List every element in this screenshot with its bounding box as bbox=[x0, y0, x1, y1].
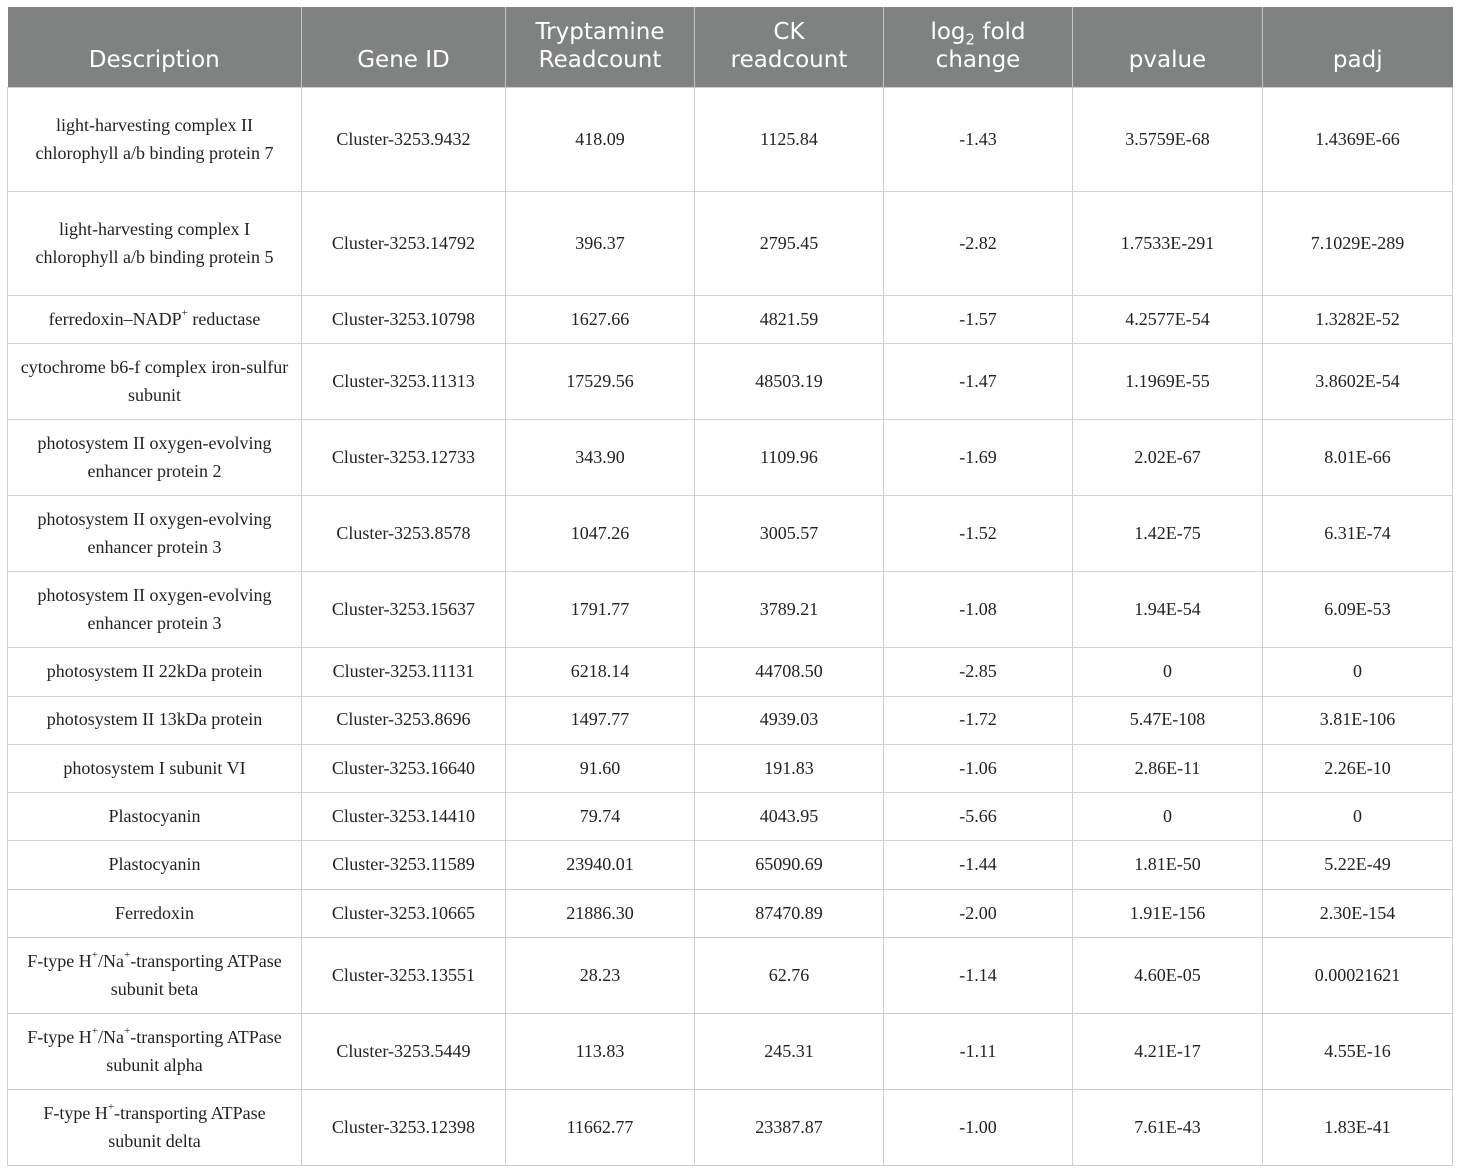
cell-padj: 5.22E-49 bbox=[1263, 841, 1453, 889]
cell-log2-fold-change: -1.11 bbox=[884, 1014, 1073, 1090]
header-pvalue: pvalue bbox=[1073, 7, 1263, 88]
cell-ck-readcount: 245.31 bbox=[695, 1014, 884, 1090]
cell-padj: 6.31E-74 bbox=[1263, 496, 1453, 572]
header-padj: padj bbox=[1263, 7, 1453, 88]
cell-padj: 1.3282E-52 bbox=[1263, 296, 1453, 344]
cell-tryptamine-readcount: 11662.77 bbox=[506, 1090, 695, 1166]
table-row bbox=[8, 572, 1453, 648]
cell-pvalue: 2.02E-67 bbox=[1073, 420, 1263, 496]
cell-log2-fold-change: -2.82 bbox=[884, 192, 1073, 296]
header-gene-id: Gene ID bbox=[302, 7, 506, 88]
cell-gene-id: Cluster-3253.8578 bbox=[302, 496, 506, 572]
cell-tryptamine-readcount: 343.90 bbox=[506, 420, 695, 496]
cell-description: Plastocyanin bbox=[8, 793, 302, 841]
cell-gene-id: Cluster-3253.10798 bbox=[302, 296, 506, 344]
cell-padj: 0 bbox=[1263, 648, 1453, 696]
cell-padj: 2.30E-154 bbox=[1263, 889, 1453, 937]
table-row bbox=[8, 1014, 1453, 1090]
cell-ck-readcount: 4043.95 bbox=[695, 793, 884, 841]
cell-description: photosystem II oxygen-evolving enhancer protein 2 bbox=[8, 420, 302, 496]
cell-log2-fold-change: -1.00 bbox=[884, 1090, 1073, 1166]
table-row bbox=[8, 744, 1453, 792]
cell-gene-id: Cluster-3253.12398 bbox=[302, 1090, 506, 1166]
cell-description: F-type H+/Na+-transporting ATPase subunit alpha bbox=[8, 1014, 302, 1090]
table-row bbox=[8, 496, 1453, 572]
cell-log2-fold-change: -1.44 bbox=[884, 841, 1073, 889]
cell-tryptamine-readcount: 396.37 bbox=[506, 192, 695, 296]
table-row bbox=[8, 1090, 1453, 1166]
cell-gene-id: Cluster-3253.10665 bbox=[302, 889, 506, 937]
cell-gene-id: Cluster-3253.16640 bbox=[302, 744, 506, 792]
cell-log2-fold-change: -2.85 bbox=[884, 648, 1073, 696]
cell-log2-fold-change: -2.00 bbox=[884, 889, 1073, 937]
cell-padj: 2.26E-10 bbox=[1263, 744, 1453, 792]
cell-description: light-harvesting complex II chlorophyll a/b binding protein 7 bbox=[8, 88, 302, 192]
cell-description: F-type H+/Na+-transporting ATPase subunit beta bbox=[8, 938, 302, 1014]
cell-ck-readcount: 3789.21 bbox=[695, 572, 884, 648]
cell-pvalue: 4.60E-05 bbox=[1073, 938, 1263, 1014]
cell-padj: 3.8602E-54 bbox=[1263, 344, 1453, 420]
cell-tryptamine-readcount: 113.83 bbox=[506, 1014, 695, 1090]
table-row bbox=[8, 889, 1453, 937]
cell-log2-fold-change: -1.06 bbox=[884, 744, 1073, 792]
cell-padj: 1.83E-41 bbox=[1263, 1090, 1453, 1166]
cell-description: ferredoxin–NADP+ reductase bbox=[8, 296, 302, 344]
cell-gene-id: Cluster-3253.11589 bbox=[302, 841, 506, 889]
cell-ck-readcount: 62.76 bbox=[695, 938, 884, 1014]
cell-padj: 3.81E-106 bbox=[1263, 696, 1453, 744]
cell-gene-id: Cluster-3253.11131 bbox=[302, 648, 506, 696]
cell-description: photosystem II oxygen-evolving enhancer protein 3 bbox=[8, 496, 302, 572]
cell-padj: 0.00021621 bbox=[1263, 938, 1453, 1014]
header-tryptamine-readcount: Tryptamine Readcount bbox=[506, 7, 695, 88]
cell-pvalue: 2.86E-11 bbox=[1073, 744, 1263, 792]
cell-pvalue: 0 bbox=[1073, 793, 1263, 841]
cell-tryptamine-readcount: 1791.77 bbox=[506, 572, 695, 648]
table-row bbox=[8, 841, 1453, 889]
cell-tryptamine-readcount: 91.60 bbox=[506, 744, 695, 792]
cell-log2-fold-change: -1.69 bbox=[884, 420, 1073, 496]
header-log2-fold-change: $\log_2$ fold change bbox=[884, 7, 1073, 88]
cell-ck-readcount: 3005.57 bbox=[695, 496, 884, 572]
cell-description: photosystem II 22kDa protein bbox=[8, 648, 302, 696]
table-row bbox=[8, 192, 1453, 296]
cell-description: Plastocyanin bbox=[8, 841, 302, 889]
cell-description: Ferredoxin bbox=[8, 889, 302, 937]
cell-ck-readcount: 2795.45 bbox=[695, 192, 884, 296]
cell-log2-fold-change: -1.72 bbox=[884, 696, 1073, 744]
cell-tryptamine-readcount: 17529.56 bbox=[506, 344, 695, 420]
cell-padj: 0 bbox=[1263, 793, 1453, 841]
table-row bbox=[8, 88, 1453, 192]
cell-ck-readcount: 65090.69 bbox=[695, 841, 884, 889]
table-row bbox=[8, 648, 1453, 696]
cell-ck-readcount: 1109.96 bbox=[695, 420, 884, 496]
table-row bbox=[8, 938, 1453, 1014]
table-row bbox=[8, 793, 1453, 841]
cell-pvalue: 5.47E-108 bbox=[1073, 696, 1263, 744]
cell-ck-readcount: 44708.50 bbox=[695, 648, 884, 696]
cell-ck-readcount: 48503.19 bbox=[695, 344, 884, 420]
cell-log2-fold-change: -1.47 bbox=[884, 344, 1073, 420]
cell-description: photosystem II oxygen-evolving enhancer protein 3 bbox=[8, 572, 302, 648]
cell-description: photosystem I subunit VI bbox=[8, 744, 302, 792]
cell-pvalue: 1.94E-54 bbox=[1073, 572, 1263, 648]
data-table bbox=[7, 7, 1453, 1166]
cell-log2-fold-change: -1.08 bbox=[884, 572, 1073, 648]
cell-log2-fold-change: -1.52 bbox=[884, 496, 1073, 572]
cell-tryptamine-readcount: 6218.14 bbox=[506, 648, 695, 696]
cell-description: light-harvesting complex I chlorophyll a/b binding protein 5 bbox=[8, 192, 302, 296]
cell-tryptamine-readcount: 1497.77 bbox=[506, 696, 695, 744]
cell-tryptamine-readcount: 28.23 bbox=[506, 938, 695, 1014]
cell-ck-readcount: 4939.03 bbox=[695, 696, 884, 744]
cell-log2-fold-change: -1.14 bbox=[884, 938, 1073, 1014]
cell-pvalue: 1.42E-75 bbox=[1073, 496, 1263, 572]
cell-padj: 8.01E-66 bbox=[1263, 420, 1453, 496]
cell-log2-fold-change: -1.57 bbox=[884, 296, 1073, 344]
cell-gene-id: Cluster-3253.9432 bbox=[302, 88, 506, 192]
table-row bbox=[8, 420, 1453, 496]
cell-pvalue: 1.81E-50 bbox=[1073, 841, 1263, 889]
cell-pvalue: 1.7533E-291 bbox=[1073, 192, 1263, 296]
cell-ck-readcount: 87470.89 bbox=[695, 889, 884, 937]
cell-log2-fold-change: -1.43 bbox=[884, 88, 1073, 192]
cell-padj: 7.1029E-289 bbox=[1263, 192, 1453, 296]
cell-gene-id: Cluster-3253.5449 bbox=[302, 1014, 506, 1090]
cell-ck-readcount: 23387.87 bbox=[695, 1090, 884, 1166]
cell-ck-readcount: 4821.59 bbox=[695, 296, 884, 344]
cell-gene-id: Cluster-3253.14792 bbox=[302, 192, 506, 296]
cell-tryptamine-readcount: 418.09 bbox=[506, 88, 695, 192]
cell-gene-id: Cluster-3253.12733 bbox=[302, 420, 506, 496]
cell-tryptamine-readcount: 79.74 bbox=[506, 793, 695, 841]
cell-ck-readcount: 191.83 bbox=[695, 744, 884, 792]
cell-pvalue: 0 bbox=[1073, 648, 1263, 696]
cell-gene-id: Cluster-3253.13551 bbox=[302, 938, 506, 1014]
cell-ck-readcount: 1125.84 bbox=[695, 88, 884, 192]
cell-log2-fold-change: -5.66 bbox=[884, 793, 1073, 841]
cell-gene-id: Cluster-3253.14410 bbox=[302, 793, 506, 841]
table-row bbox=[8, 696, 1453, 744]
cell-pvalue: 1.1969E-55 bbox=[1073, 344, 1263, 420]
header-description: Description bbox=[8, 7, 302, 88]
cell-gene-id: Cluster-3253.8696 bbox=[302, 696, 506, 744]
cell-padj: 1.4369E-66 bbox=[1263, 88, 1453, 192]
cell-description: cytochrome b6-f complex iron-sulfur subunit bbox=[8, 344, 302, 420]
cell-padj: 6.09E-53 bbox=[1263, 572, 1453, 648]
header-row bbox=[8, 7, 1453, 88]
cell-tryptamine-readcount: 1047.26 bbox=[506, 496, 695, 572]
cell-tryptamine-readcount: 23940.01 bbox=[506, 841, 695, 889]
cell-pvalue: 7.61E-43 bbox=[1073, 1090, 1263, 1166]
table-row bbox=[8, 344, 1453, 420]
cell-gene-id: Cluster-3253.15637 bbox=[302, 572, 506, 648]
header-ck-readcount: CK readcount bbox=[695, 7, 884, 88]
cell-description: photosystem II 13kDa protein bbox=[8, 696, 302, 744]
cell-pvalue: 4.21E-17 bbox=[1073, 1014, 1263, 1090]
table-row bbox=[8, 296, 1453, 344]
cell-pvalue: 3.5759E-68 bbox=[1073, 88, 1263, 192]
cell-padj: 4.55E-16 bbox=[1263, 1014, 1453, 1090]
cell-tryptamine-readcount: 21886.30 bbox=[506, 889, 695, 937]
cell-tryptamine-readcount: 1627.66 bbox=[506, 296, 695, 344]
cell-gene-id: Cluster-3253.11313 bbox=[302, 344, 506, 420]
cell-pvalue: 4.2577E-54 bbox=[1073, 296, 1263, 344]
cell-pvalue: 1.91E-156 bbox=[1073, 889, 1263, 937]
cell-description: F-type H+-transporting ATPase subunit delta bbox=[8, 1090, 302, 1166]
